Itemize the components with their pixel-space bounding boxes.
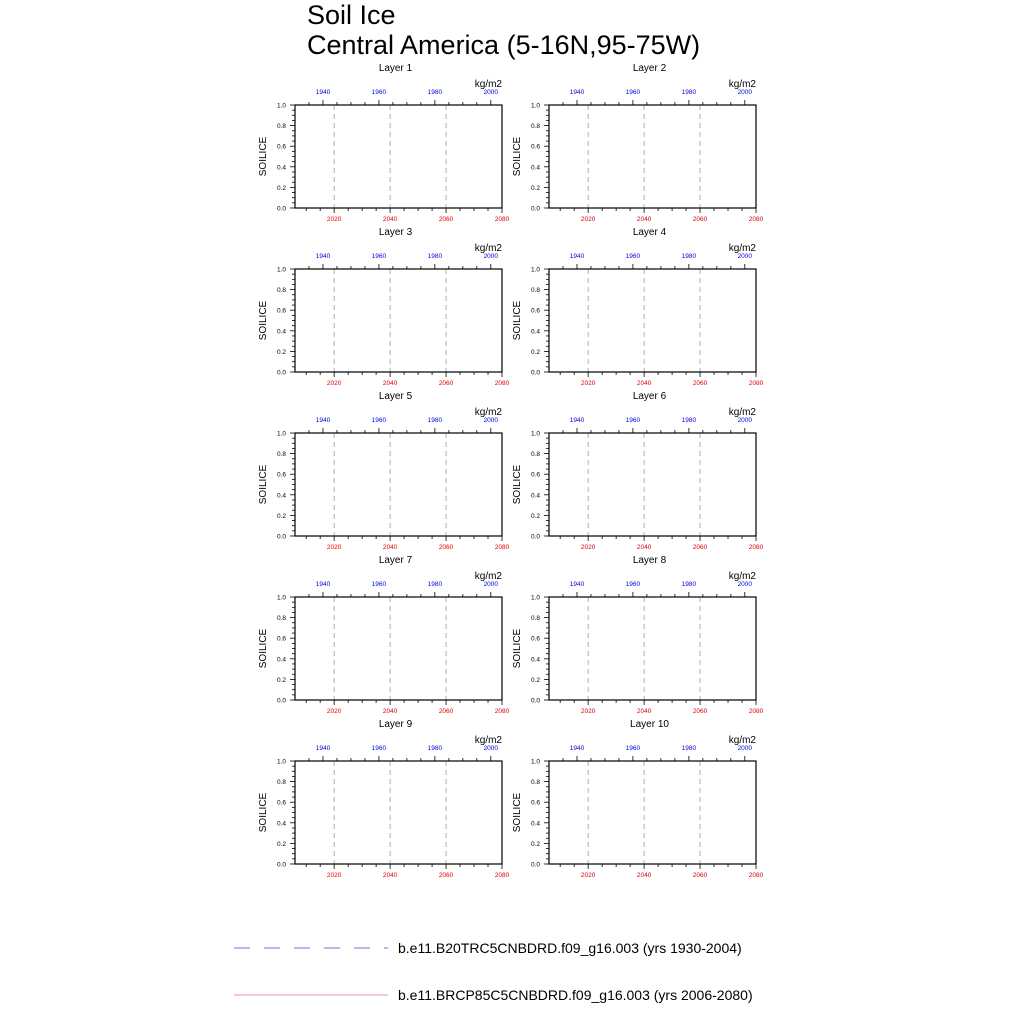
y-tick-label: 0.0 <box>276 369 286 377</box>
x-tick-label-top: 1960 <box>625 581 641 588</box>
y-axis-label: SOILICE <box>512 628 523 669</box>
units-label: kg/m2 <box>728 79 756 90</box>
x-tick-label-bottom: 2060 <box>438 380 454 387</box>
y-tick-label: 1.0 <box>530 758 540 766</box>
y-tick-label: 0.8 <box>530 123 540 131</box>
units-label: kg/m2 <box>474 735 502 746</box>
y-tick-label: 0.0 <box>530 533 540 541</box>
panel-title: Layer 2 <box>632 63 667 74</box>
y-tick-label: 0.6 <box>530 635 540 643</box>
x-tick-label-bottom: 2080 <box>748 872 764 879</box>
y-tick-label: 0.0 <box>276 861 286 869</box>
panel-title: Layer 9 <box>378 719 413 730</box>
x-tick-label-top: 2000 <box>483 253 499 260</box>
units-label: kg/m2 <box>728 407 756 418</box>
y-tick-label: 0.8 <box>276 451 286 459</box>
y-axis-label: SOILICE <box>512 136 523 177</box>
x-tick-label-top: 1940 <box>315 745 331 752</box>
x-tick-label-bottom: 2020 <box>580 544 596 551</box>
y-tick-label: 0.2 <box>530 840 540 848</box>
x-tick-label-bottom: 2060 <box>692 544 708 551</box>
x-tick-label-bottom: 2060 <box>438 872 454 879</box>
y-tick-label: 0.6 <box>276 799 286 807</box>
y-tick-label: 0.2 <box>530 512 540 520</box>
x-tick-label-bottom: 2060 <box>692 380 708 387</box>
x-tick-label-bottom: 2020 <box>326 708 342 715</box>
y-tick-label: 0.8 <box>276 779 286 787</box>
y-tick-label: 1.0 <box>530 594 540 602</box>
y-tick-label: 0.0 <box>276 697 286 705</box>
x-tick-label-top: 1940 <box>315 89 331 96</box>
x-tick-label-bottom: 2080 <box>748 216 764 223</box>
units-label: kg/m2 <box>728 571 756 582</box>
y-tick-label: 0.2 <box>530 184 540 192</box>
units-label: kg/m2 <box>474 571 502 582</box>
panel-title: Layer 1 <box>378 63 413 74</box>
title-line-2: Central America (5-16N,95-75W) <box>307 30 701 60</box>
x-tick-label-top: 1960 <box>371 745 387 752</box>
x-tick-label-top: 2000 <box>483 89 499 96</box>
panel-title: Layer 5 <box>378 391 413 402</box>
x-tick-label-bottom: 2080 <box>494 544 510 551</box>
y-tick-label: 0.0 <box>276 205 286 213</box>
y-tick-label: 0.4 <box>530 328 540 336</box>
y-axis-label: SOILICE <box>258 628 269 669</box>
y-tick-label: 0.6 <box>276 471 286 479</box>
y-tick-label: 0.4 <box>530 164 540 172</box>
y-tick-label: 0.8 <box>530 451 540 459</box>
x-tick-label-bottom: 2040 <box>382 216 398 223</box>
x-tick-label-top: 1940 <box>315 417 331 424</box>
x-tick-label-bottom: 2080 <box>494 380 510 387</box>
y-tick-label: 0.4 <box>276 164 286 172</box>
x-tick-label-top: 1980 <box>681 89 697 96</box>
x-tick-label-bottom: 2080 <box>748 380 764 387</box>
panel-title: Layer 8 <box>632 555 667 566</box>
x-tick-label-top: 1940 <box>569 745 585 752</box>
x-tick-label-top: 1980 <box>427 253 443 260</box>
x-tick-label-bottom: 2020 <box>326 216 342 223</box>
y-tick-label: 0.2 <box>276 348 286 356</box>
y-tick-label: 0.6 <box>276 307 286 315</box>
x-tick-label-top: 2000 <box>737 417 753 424</box>
x-tick-label-top: 2000 <box>483 581 499 588</box>
y-tick-label: 0.2 <box>276 840 286 848</box>
y-tick-label: 0.8 <box>276 287 286 295</box>
y-tick-label: 1.0 <box>276 102 286 110</box>
y-tick-label: 0.2 <box>276 512 286 520</box>
units-label: kg/m2 <box>474 79 502 90</box>
x-tick-label-bottom: 2020 <box>580 872 596 879</box>
y-tick-label: 0.4 <box>276 328 286 336</box>
y-axis-label: SOILICE <box>258 300 269 341</box>
y-tick-label: 0.0 <box>530 205 540 213</box>
x-tick-label-bottom: 2020 <box>580 216 596 223</box>
x-tick-label-top: 2000 <box>737 581 753 588</box>
y-tick-label: 0.6 <box>530 143 540 151</box>
y-axis-label: SOILICE <box>258 136 269 177</box>
y-tick-label: 1.0 <box>530 430 540 438</box>
y-tick-label: 1.0 <box>276 266 286 274</box>
x-tick-label-bottom: 2020 <box>326 544 342 551</box>
units-label: kg/m2 <box>474 407 502 418</box>
x-tick-label-top: 1960 <box>371 89 387 96</box>
x-tick-label-bottom: 2020 <box>580 380 596 387</box>
units-label: kg/m2 <box>728 735 756 746</box>
x-tick-label-top: 2000 <box>737 89 753 96</box>
x-tick-label-bottom: 2020 <box>326 872 342 879</box>
y-tick-label: 0.6 <box>276 635 286 643</box>
y-tick-label: 0.6 <box>530 471 540 479</box>
x-tick-label-bottom: 2040 <box>636 872 652 879</box>
x-tick-label-bottom: 2040 <box>636 544 652 551</box>
x-tick-label-bottom: 2040 <box>636 216 652 223</box>
y-tick-label: 1.0 <box>276 594 286 602</box>
x-tick-label-bottom: 2080 <box>494 872 510 879</box>
x-tick-label-top: 1940 <box>569 89 585 96</box>
y-tick-label: 0.8 <box>530 287 540 295</box>
x-tick-label-top: 1980 <box>427 417 443 424</box>
y-tick-label: 0.4 <box>530 656 540 664</box>
x-tick-label-top: 1960 <box>625 417 641 424</box>
y-axis-label: SOILICE <box>512 464 523 505</box>
x-tick-label-top: 2000 <box>483 417 499 424</box>
y-tick-label: 0.2 <box>276 676 286 684</box>
x-tick-label-bottom: 2060 <box>692 708 708 715</box>
x-tick-label-top: 1980 <box>681 253 697 260</box>
x-tick-label-bottom: 2040 <box>636 708 652 715</box>
x-tick-label-top: 1940 <box>315 253 331 260</box>
x-tick-label-bottom: 2060 <box>438 216 454 223</box>
x-tick-label-top: 2000 <box>737 253 753 260</box>
panel-title: Layer 3 <box>378 227 413 238</box>
x-tick-label-top: 1980 <box>427 89 443 96</box>
x-tick-label-top: 1980 <box>681 581 697 588</box>
units-label: kg/m2 <box>728 243 756 254</box>
x-tick-label-bottom: 2020 <box>326 380 342 387</box>
x-tick-label-top: 1980 <box>681 745 697 752</box>
x-tick-label-bottom: 2080 <box>494 708 510 715</box>
x-tick-label-top: 1980 <box>681 417 697 424</box>
units-label: kg/m2 <box>474 243 502 254</box>
panel-title: Layer 7 <box>378 555 413 566</box>
title-line-1: Soil Ice <box>307 0 396 30</box>
x-tick-label-top: 1960 <box>625 89 641 96</box>
x-tick-label-bottom: 2060 <box>438 708 454 715</box>
y-tick-label: 0.8 <box>276 615 286 623</box>
x-tick-label-bottom: 2040 <box>382 380 398 387</box>
panel-title: Layer 6 <box>632 391 667 402</box>
panel-title: Layer 4 <box>632 227 667 238</box>
legend-label-historical: b.e11.B20TRC5CNBDRD.f09_g16.003 (yrs 1930-2004) <box>398 940 742 956</box>
y-tick-label: 0.4 <box>276 492 286 500</box>
x-tick-label-bottom: 2040 <box>382 544 398 551</box>
y-tick-label: 0.0 <box>530 861 540 869</box>
y-tick-label: 0.6 <box>276 143 286 151</box>
x-tick-label-top: 1960 <box>371 417 387 424</box>
y-axis-label: SOILICE <box>258 792 269 833</box>
panel-title: Layer 10 <box>630 719 669 730</box>
y-tick-label: 0.2 <box>530 348 540 356</box>
y-tick-label: 0.8 <box>530 615 540 623</box>
x-tick-label-top: 1940 <box>569 581 585 588</box>
x-tick-label-top: 1980 <box>427 581 443 588</box>
y-tick-label: 0.4 <box>530 492 540 500</box>
y-axis-label: SOILICE <box>512 792 523 833</box>
y-tick-label: 0.8 <box>276 123 286 131</box>
y-tick-label: 1.0 <box>530 102 540 110</box>
x-tick-label-bottom: 2060 <box>692 872 708 879</box>
y-tick-label: 1.0 <box>276 758 286 766</box>
y-tick-label: 0.6 <box>530 307 540 315</box>
x-tick-label-top: 1940 <box>569 417 585 424</box>
x-tick-label-top: 1960 <box>625 253 641 260</box>
y-tick-label: 0.6 <box>530 799 540 807</box>
x-tick-label-bottom: 2040 <box>382 872 398 879</box>
x-tick-label-top: 2000 <box>737 745 753 752</box>
legend-label-rcp85: b.e11.BRCP85C5CNBDRD.f09_g16.003 (yrs 2006-2080) <box>398 987 753 1003</box>
y-tick-label: 0.0 <box>530 369 540 377</box>
x-tick-label-bottom: 2080 <box>748 708 764 715</box>
x-tick-label-bottom: 2060 <box>692 216 708 223</box>
x-tick-label-bottom: 2080 <box>494 216 510 223</box>
x-tick-label-top: 1960 <box>371 581 387 588</box>
y-tick-label: 1.0 <box>530 266 540 274</box>
y-tick-label: 0.8 <box>530 779 540 787</box>
y-tick-label: 0.4 <box>276 656 286 664</box>
y-tick-label: 0.2 <box>276 184 286 192</box>
x-tick-label-bottom: 2040 <box>636 380 652 387</box>
x-tick-label-top: 1940 <box>569 253 585 260</box>
x-tick-label-top: 1960 <box>625 745 641 752</box>
x-tick-label-top: 1960 <box>371 253 387 260</box>
x-tick-label-top: 2000 <box>483 745 499 752</box>
y-tick-label: 0.0 <box>530 697 540 705</box>
y-axis-label: SOILICE <box>512 300 523 341</box>
y-tick-label: 0.2 <box>530 676 540 684</box>
y-tick-label: 0.0 <box>276 533 286 541</box>
y-tick-label: 1.0 <box>276 430 286 438</box>
y-axis-label: SOILICE <box>258 464 269 505</box>
x-tick-label-top: 1980 <box>427 745 443 752</box>
y-tick-label: 0.4 <box>276 820 286 828</box>
x-tick-label-bottom: 2040 <box>382 708 398 715</box>
x-tick-label-bottom: 2080 <box>748 544 764 551</box>
y-tick-label: 0.4 <box>530 820 540 828</box>
x-tick-label-top: 1940 <box>315 581 331 588</box>
x-tick-label-bottom: 2020 <box>580 708 596 715</box>
x-tick-label-bottom: 2060 <box>438 544 454 551</box>
